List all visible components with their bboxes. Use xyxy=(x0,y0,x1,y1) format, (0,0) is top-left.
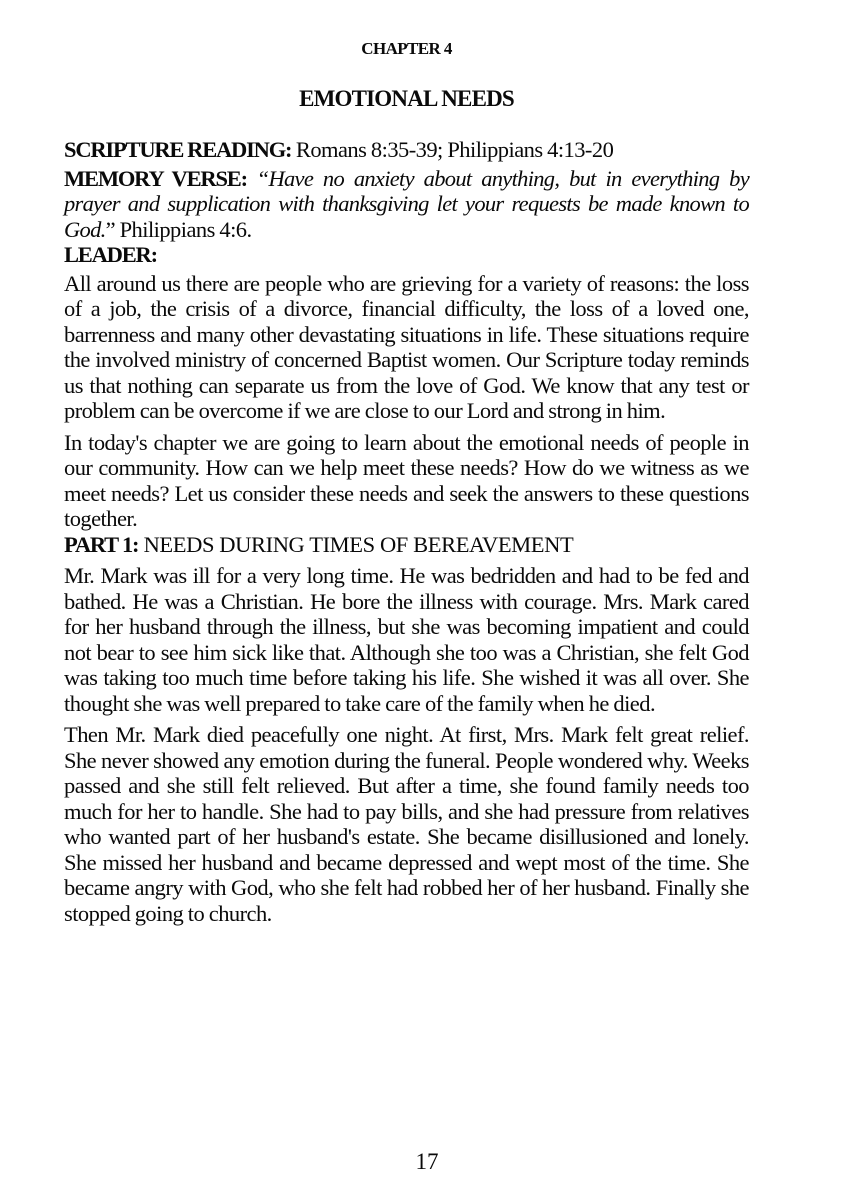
memory-verse-label: MEMORY VERSE: xyxy=(64,165,247,191)
part1-label: PART 1: xyxy=(64,531,139,557)
leader-label: LEADER: xyxy=(64,242,157,267)
paragraph: Then Mr. Mark died peacefully one night. At first, Mrs. Mark felt great relief. She never showed any emotion during the funeral. People wondered why. Weeks passed and she still felt relieved. But after a time, she found family needs too much for her to handle. She had to pay bills, and she had pressure from relatives who wanted part of her husband's estate. She became disillusioned and lonely. She missed her husband and became depressed and wept most of the time. She became angry with God, who she felt had robbed her of her husband. Finally she stopped going to church. xyxy=(64,722,749,926)
memory-verse xyxy=(64,166,749,243)
scripture-reading-text: Romans 8:35-39; Philippians 4:13-20 xyxy=(291,137,614,162)
page-number: 17 xyxy=(415,1149,439,1174)
scripture-reading-label: SCRIPTURE READING: xyxy=(64,137,292,162)
section-heading-part1 xyxy=(64,532,749,558)
memory-verse-reference: ” Philippians 4:6. xyxy=(105,216,252,242)
chapter-body xyxy=(64,137,749,926)
memory-verse-quote: “Have no anxiety about anything, but in everything by prayer and supplication with thanksgiving let your requests be made known to God. xyxy=(64,165,749,242)
part1-title: NEEDS DURING TIMES OF BEREAVEMENT xyxy=(138,531,574,557)
scripture-reading xyxy=(64,137,749,163)
paragraph: All around us there are people who are grieving for a variety of reasons: the loss of a job, the crisis of a divorce, financial difficulty, the loss of a loved one, barrenness and many other devastating situations in life. These situations require the involved ministry of concerned Baptist women. Our Scripture today reminds us that nothing can separate us from the love of God. We know that any test or problem can be overcome if we are close to our Lord and strong in him. xyxy=(64,270,749,423)
leader-heading xyxy=(64,242,749,268)
paragraph: Mr. Mark was ill for a very long time. He was bedridden and had to be fed and bathed. He was a Christian. He bore the illness with courage. Mrs. Mark cared for her husband through the illness, but she was becoming impatient and could not bear to see him sick like that. Although she too was a Christian, she felt God was taking too much time before taking his life. She wished it was all over. She thought she was well prepared to take care of the family when he died. xyxy=(64,563,749,716)
chapter-label: CHAPTER 4 xyxy=(361,39,452,58)
chapter-title: EMOTIONAL NEEDS xyxy=(299,86,514,111)
paragraph: In today's chapter we are going to learn about the emotional needs of people in our community. How can we help meet these needs? How do we witness as we meet needs? Let us consider these needs and seek the answers to these questions together. xyxy=(64,429,749,531)
